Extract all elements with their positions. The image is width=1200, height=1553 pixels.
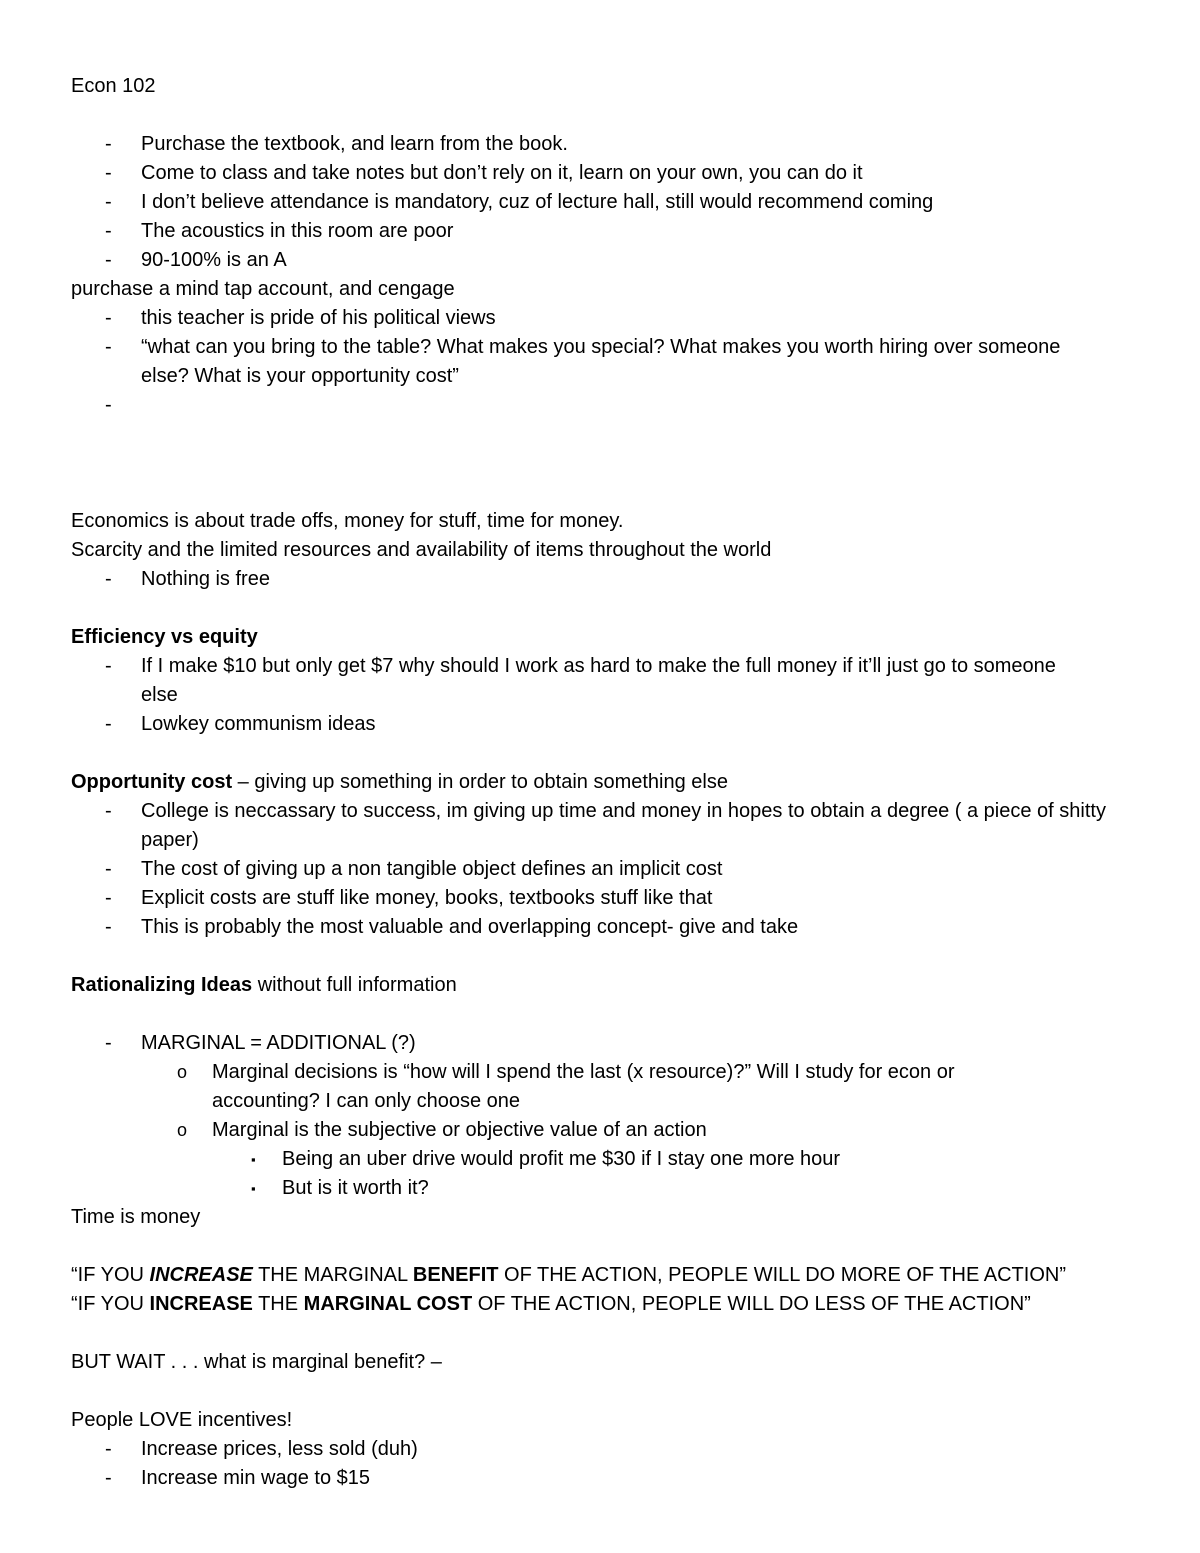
efficiency-bullet: - If I make $10 but only get $7 why should I work as hard to make the full money if it’ll just go to someone else [71,652,1071,710]
mindtap-line: purchase a mind tap account, and cengage [71,278,455,300]
incentive-bullet: - Increase min wage to $15 [71,1464,1131,1493]
circle-marker: o [177,1120,188,1140]
but-wait-line: BUT WAIT . . . what is marginal benefit? – [71,1351,442,1373]
quote-marginal-cost: “IF YOU INCREASE THE MARGINAL COST OF THE ACTION, PEOPLE WILL DO LESS OF THE ACTION” [71,1293,1031,1315]
dash-marker: - [105,336,112,358]
doc-title: Econ 102 [71,75,156,97]
document-page [71,72,1131,1493]
intro-bullet: - Purchase the textbook, and learn from the book. [71,130,1131,159]
incentives-line: People LOVE incentives! [71,1409,293,1431]
efficiency-heading: Efficiency vs equity [71,626,258,648]
time-is-money: Time is money [71,1206,201,1228]
opportunity-bullet: - This is probably the most valuable and overlapping concept- give and take [71,913,1131,942]
intro-bullet: - Come to class and take notes but don’t rely on it, learn on your own, you can do it [71,159,1131,188]
opportunity-bullet: - Explicit costs are stuff like money, books, textbooks stuff like that [71,884,1131,913]
empty-bullet [71,391,1131,420]
marginal-sub-bullet: o Marginal is the subjective or objective value of an action [71,1116,1131,1145]
dash-marker: - [105,887,112,909]
dash-marker: - [105,162,112,184]
intro-bullet: - I don’t believe attendance is mandatory, cuz of lecture hall, still would recommend coming [71,188,1131,217]
rationalizing-heading: Rationalizing Ideas without full information [71,974,457,996]
dash-marker: - [105,858,112,880]
dash-marker: - [105,655,112,677]
dash-marker: - [105,220,112,242]
quote-marginal-benefit: “IF YOU INCREASE THE MARGINAL BENEFIT OF THE ACTION, PEOPLE WILL DO MORE OF THE ACTION” [71,1264,1066,1286]
circle-marker: o [177,1062,188,1082]
marginal-subsub-bullet: ▪ Being an uber drive would profit me $30 if I stay one more hour [71,1145,1131,1174]
square-marker: ▪ [251,1152,256,1167]
dash-marker: - [105,1032,112,1054]
marginal-sub-bullet: o Marginal decisions is “how will I spend the last (x resource)?” Will I study for econ or accounting? I can only choose one [71,1058,1032,1116]
incentive-bullet: - Increase prices, less sold (duh) [71,1435,1131,1464]
dash-marker: - [105,394,112,416]
dash-marker: - [105,1438,112,1460]
opportunity-bullet: - College is neccassary to success, im giving up time and money in hopes to obtain a degree ( a piece of shitty paper) [71,797,1131,855]
mindtap-bullet: - “what can you bring to the table? What makes you special? What makes you worth hiring over someone else? What is your opportunity cost” [71,333,1071,391]
mindtap-bullet: - this teacher is pride of his political views [71,304,1131,333]
econ-bullet: - Nothing is free [71,565,1131,594]
intro-bullet: - 90-100% is an A [71,246,1131,275]
square-marker: ▪ [251,1181,256,1196]
dash-marker: - [105,1467,112,1489]
dash-marker: - [105,916,112,938]
dash-marker: - [105,307,112,329]
marginal-subsub-bullet: ▪ But is it worth it? [71,1174,1131,1203]
opportunity-bullet: - The cost of giving up a non tangible object defines an implicit cost [71,855,1131,884]
econ-line: Economics is about trade offs, money for stuff, time for money. [71,510,624,532]
dash-marker: - [105,800,112,822]
scarcity-line: Scarcity and the limited resources and availability of items throughout the world [71,539,772,561]
dash-marker: - [105,568,112,590]
efficiency-bullet: - Lowkey communism ideas [71,710,1131,739]
marginal-bullet: - MARGINAL = ADDITIONAL (?) [71,1029,1131,1058]
intro-bullet: - The acoustics in this room are poor [71,217,1131,246]
dash-marker: - [105,249,112,271]
dash-marker: - [105,191,112,213]
opportunity-cost-heading: Opportunity cost – giving up something in order to obtain something else [71,771,728,793]
dash-marker: - [105,133,112,155]
dash-marker: - [105,713,112,735]
